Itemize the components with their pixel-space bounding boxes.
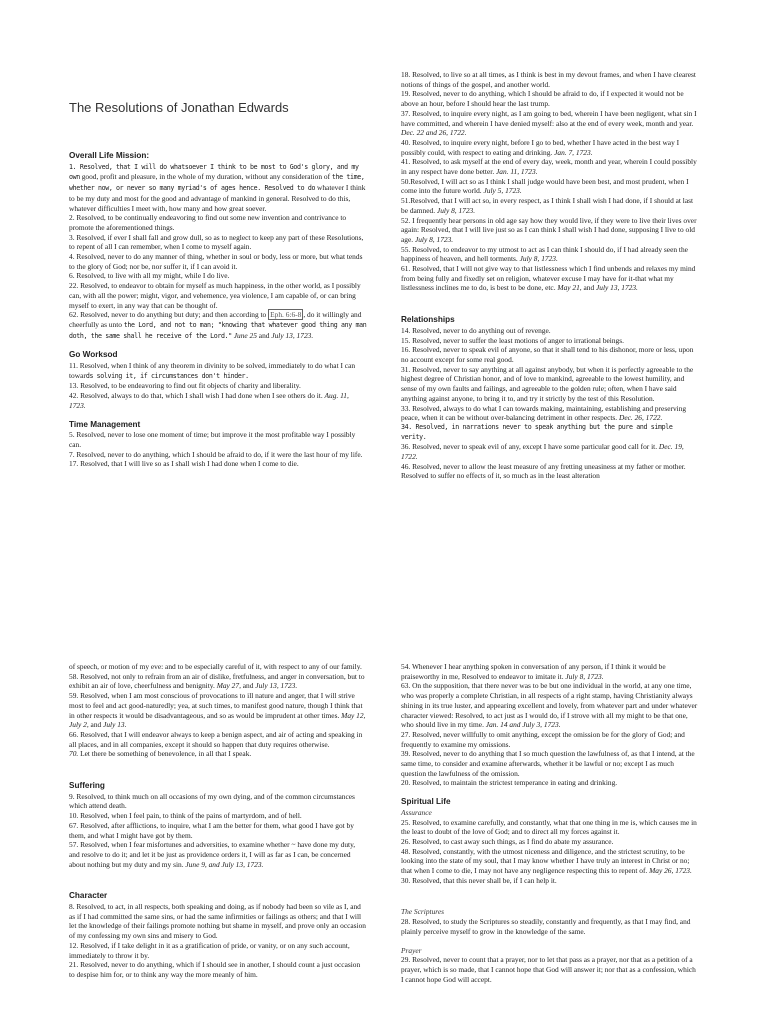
resolution-15: 15. Resolved, never to suffer the least motions of anger to irrational beings. — [401, 335, 624, 345]
resolution-13: 13. Resolved, to be endeavoring to find out fit objects of charity and liberality. — [69, 381, 301, 391]
resolution-58: 58. Resolved, not only to refrain from an air of dislike, fretfulness, and anger in conversation, but to exhibit an air of love, cheerfulness and benignity. May 27, and July 13, 1723. — [69, 671, 365, 691]
section-heading-go-worksod: Go Worksod — [69, 350, 118, 360]
section-heading-suffering: Suffering — [69, 781, 105, 791]
resolution-41: 41. Resolved, to ask myself at the end of every day, week, month and year, wherein I could possibly in any respect have done better. Jan. 11, 1723. — [401, 157, 697, 177]
resolution-62: 62. Resolved, never to do anything but duty; and then according to Eph. 6:6-8 , do it willingly and cheerfully as unto the Lord, and not to man; "knowing that whatever good thing any man doth, the same shall he receive of the Lord." June 25 and July 13, 1723. — [69, 310, 367, 340]
resolution-30: 30. Resolved, that this never shall be, if I can help it. — [401, 875, 557, 885]
resolution-29: 29. Resolved, never to count that a prayer, nor to let that pass as a prayer, nor that as a petition of a prayer, which is so made, that I cannot hope that God will answer it; nor that as a confession, which I cannot hope God will accept. — [401, 955, 696, 984]
resolution-3: 3. Resolved, if ever I shall fall and grow dull, so as to neglect to keep any part of these Resolutions, to repent of all I can remember, when I come to myself again. — [69, 232, 364, 252]
resolution-33: 33. Resolved, always to do what I can towards making, maintaining, establishing and preserving peace, when it can be without over-balancing detriment in other respects. Dec. 26, 1722. — [401, 403, 687, 423]
resolution-5: 5. Resolved, never to lose one moment of time; but improve it the most profitable way I possibly can. — [69, 430, 356, 449]
subheading-assurance: Assurance — [401, 807, 432, 817]
resolution-61: 61. Resolved, that I will not give way to that listlessness which I find unbends and relaxes my mind from being fully and fixedly set on religion, whatever excuse I may have for it-that what my listlessness inclines me to do, is best to be done, etc. May 21, and July 13, 1723. — [401, 264, 696, 293]
resolution-59: 59. Resolved, when I am most conscious of provocations to ill nature and anger, that I will strive most to feel and act good-naturedly; yea, at such times, to manifest good nature, though I think that in other respects it would be disadvantageous, and so as would be imprudent at other times. May 12, July 2, and July 13. — [69, 691, 366, 730]
resolution-9: 9. Resolved, to think much on all occasions of my own dying, and of the common circumstances which attend death. — [69, 791, 355, 811]
resolution-4: 4. Resolved, never to do any manner of thing, whether in soul or body, less or more, but what tends to the glory of God; nor be, nor suffer it, if I can avoid it. — [69, 252, 363, 271]
resolution-26: 26. Resolved, to cast away such things, as I find do abate my assurance. — [401, 836, 614, 846]
resolution-66: 66. Resolved, that I will endeavor always to keep a benign aspect, and air of acting and speaking in all places, and in all companies, except it should so happen that duty requires otherwise. — [69, 729, 363, 749]
section-heading-overall-life-mission: Overall Life Mission: — [69, 151, 150, 160]
resolution-16: 16. Resolved, never to speak evil of anyone, so that it shall tend to his dishonor, more or less, upon no account except for some real good. — [401, 345, 694, 364]
resolution-55: 55. Resolved, to endeavor to my utmost to act as I can think I should do, if I had already seen the happiness of heaven, and hell torments. July 8, 1723. — [401, 244, 688, 264]
bottom-right-column — [401, 662, 699, 984]
resolution-67: 67. Resolved, after afflictions, to inquire, what I am the better for them, what good I have got by them, and what I might have got by them. — [69, 820, 354, 840]
resolution-27: 27. Resolved, never willfully to omit anything, except the omission be for the glory of God; and frequently to examine my omissions. — [401, 729, 685, 749]
resolution-36: 36. Resolved, never to speak evil of any, except I have some particular good call for it. Dec. 19, 1722. — [401, 442, 684, 462]
resolution-11: 11. Resolved, when I think of any theorem in divinity to be solved, immediately to do what I can towards solving it, if circumstances don't hinder. — [69, 361, 356, 380]
resolution-12: 12. Resolved, if I take delight in it as a gratification of pride, or vanity, or on any such account, immediately to throw it by. — [69, 940, 350, 960]
resolution-52: 52. I frequently hear persons in old age say how they would live, if they were to live their lives over again: Resolved, that I will live just so as I can think I shall wish I had done, supposing I live to old age. July 8, 1723. — [401, 215, 697, 244]
resolution-42: 42. Resolved, always to do that, which I shall wish I had done when I see others do it. Aug. 11, 1723. — [69, 391, 349, 410]
resolution-70: 70. Let there be something of benevolence, in all that I speak. — [69, 749, 252, 759]
resolution-2: 2. Resolved, to be continually endeavoring to find out some new invention and contrivance to promote the aforementioned things. — [69, 213, 347, 232]
resolution-50: 50.Resolved, I will act so as I think I shall judge would have been best, and most prudent, when I come into the future world. July 5, 1723. — [401, 176, 689, 196]
document-title: The Resolutions of Jonathan Edwards — [69, 100, 289, 115]
bottom-left-column — [69, 662, 367, 980]
top-left-column — [69, 151, 367, 469]
resolution-18: 18. Resolved, to live so at all times, as I think is best in my devout frames, and when I have clearest notions of things of the gospel, and another world. — [401, 70, 696, 89]
resolution-21: 21. Resolved, never to do anything, which if I should see in another, I should count a just occasion to despise him for, or to think any way the more meanly of him. — [69, 960, 361, 979]
resolution-34: 34. Resolved, in narrations never to speak anything but the pure and simple verity. — [401, 422, 673, 441]
resolution-57: 57. Resolved, when I fear misfortunes and adversities, to examine whether ~ have done my duty, and resolve to do it; and let it be just as providence orders it, I will as far as I can, be concerned about nothing but my duty and my sin. June 9, and July 13, 1723. — [69, 840, 356, 869]
top-right-column — [401, 70, 699, 481]
resolution-6: 6. Resolved, to live with all my might, while I do live. — [69, 271, 230, 281]
resolution-40: 40. Resolved, to inquire every night, before I go to bed, whether I have acted in the best way I possibly could, with respect to eating and drinking. Jan. 7, 1723. — [401, 137, 680, 157]
resolution-10: 10. Resolved, when I feel pain, to think of the pains of martyrdom, and of hell. — [69, 811, 302, 821]
subheading-prayer: Prayer — [401, 945, 422, 955]
section-heading-character: Character — [69, 891, 108, 901]
resolution-48: 48. Resolved, constantly, with the utmost niceness and diligence, and the strictest scrutiny, to be looking into the state of my soul, that I may know whether I have truly an interest in Christ or no; that when I come to die, I may not have any negligence respecting this to repent of. May 26, 1723. — [401, 846, 692, 876]
resolution-14: 14. Resolved, never to do anything out of revenge. — [401, 325, 551, 335]
resolution-37: 37. Resolved, to inquire every night, as I am going to bed, wherein I have been negligent, what sin I have committed, and wherein I have denied myself: also at the end of every week, month and year. Dec. 22 and 26, 1722. — [401, 108, 697, 138]
scripture-reference-link[interactable]: Eph. 6:6-8 — [270, 310, 302, 320]
resolution-46: 46. Resolved, never to allow the least measure of any fretting uneasiness at my father or mother. Resolved to suffer no effects of it, so much as in the least alteration — [401, 461, 686, 481]
resolution-51: 51.Resolved, that I will act so, in every respect, as I think I shall wish I had done, if I should at last be damned. July 8, 1723. — [401, 196, 694, 215]
resolution-25: 25. Resolved, to examine carefully, and constantly, what that one thing in me is, which causes me in the least to doubt of the love of God; and to direct all my forces against it. — [401, 817, 697, 837]
resolution-19: 19. Resolved, never to do anything, which I should be afraid to do, if I expected it would not be above an hour, before I should hear the last trump. — [401, 89, 684, 109]
resolution-20: 20. Resolved, to maintain the strictest temperance in eating and drinking. — [401, 778, 618, 788]
resolution-8: 8. Resolved, to act, in all respects, both speaking and doing, as if nobody had been so vile as I, and as if I had committed the same sins, or had the same infirmities or failings as others; and that I will let the knowledge of their failings promote nothing but shame in myself, and prove only an occasion of my confessing my own sins and misery to God. — [69, 902, 366, 941]
resolution-63: 63. On the supposition, that there never was to be but one individual in the world, at any one time, who was properly a complete Christian, in all respects of a right stamp, having Christianity always shining in its true luster, and appearing excellent and lovely, from whatever part and under whatever character viewed: Resolved, to act just as I would do, if I strove with all my might to be that one, who should live in my time. Jan. 14 and July 3, 1723. — [401, 681, 698, 730]
resolution-28: 28. Resolved, to study the Scriptures so steadily, constantly and frequently, as that I may find, and plainly perceive myself to grow in the knowledge of the same. — [401, 917, 691, 936]
resolution-54: 54. Whenever I hear anything spoken in conversation of any person, if I think it would be praiseworthy in me, Resolved to endeavor to imitate it. July 8, 1723. — [401, 662, 666, 681]
section-heading-time-management: Time Management — [69, 419, 141, 429]
resolution-39: 39. Resolved, never to do anything that I so much question the lawfulness of, as that I intend, at the same time, to consider and examine afterwards, whether it be lawful or no; except I as much question the lawfulness of the omission. — [401, 749, 695, 778]
resolution-31: 31. Resolved, never to say anything at all against anybody, but when it is perfectly agreeable to the highest degree of Christian honor, and of love to mankind, agreeable to the lowest humility, and sense of my own faults and failings, and agreeable to the golden rule; often, when I have said anything against anyone, to bring it to, and try it strictly by the test of this Resolution. — [401, 364, 694, 403]
resolution-7: 7. Resolved, never to do anything, which I should be afraid to do, if it were the last hour of my life. — [69, 449, 363, 459]
section-heading-relationships: Relationships — [401, 315, 455, 325]
section-heading-spiritual-life: Spiritual Life — [401, 797, 451, 807]
resolution-17: 17. Resolved, that I will live so as I shall wish I had done when I come to die. — [69, 459, 299, 469]
subheading-the-scriptures: The Scriptures — [401, 907, 445, 917]
resolution-46-continued: of speech, or motion of my eve: and to be especially careful of it, with respect to any of our family. — [69, 662, 362, 671]
resolution-1: 1. Resolved, that I will do whatsoever I think to be most to God's glory, and my own good, profit and pleasure, in the whole of my duration, without any consideration of the time, whether now, or never so many myriad's of ages hence. Resolved to do whatever I think to be my duty and most for the good and advantage of mankind in general. Resolved to do this, whatever difficulties I meet with, how many and how great soever. — [69, 162, 366, 213]
resolution-22: 22. Resolved, to endeavor to obtain for myself as much happiness, in the other world, as I possibly can, with all the power; might, vigor, and vehemence, yea violence, I am capable of, or can bring myself to exert, in any way that can be thought of. — [69, 281, 361, 310]
